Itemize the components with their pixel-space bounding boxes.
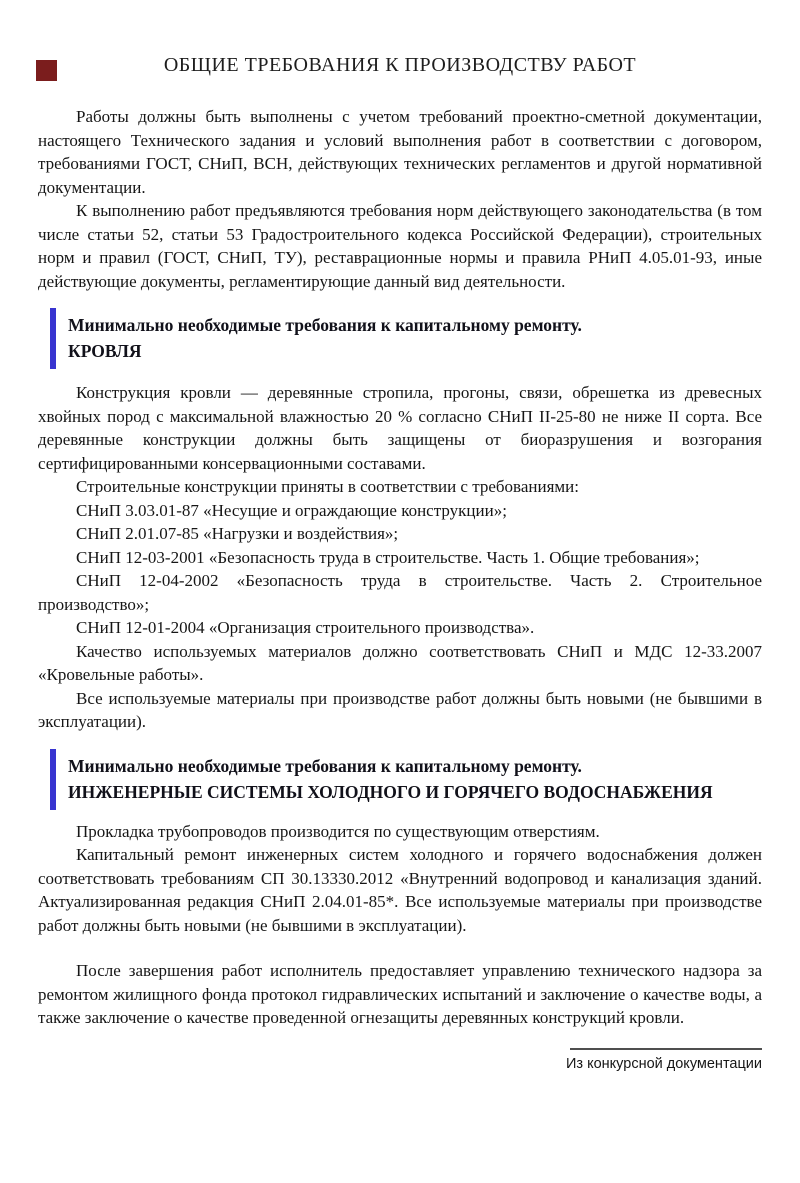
list-item-snip: СНиП 2.01.07-85 «Нагрузки и воздействия»; [76,524,399,543]
section-water-supply [38,749,762,938]
closing-paragraph: После завершения работ исполнитель предоставляет управлению технического надзора за ремонтом жилищного фонда протокол гидравлических испытаний и заключение о качестве воды, а также заключение о качестве проведенной огнезащиты деревянных конструкций кровли. [38,961,762,1027]
intro-paragraph-2: К выполнению работ предъявляются требования норм действующего законодательства (в том числе статьи 52, статьи 53 Градостроительного кодекса Российской Федерации), строительных норм и правил (ГОСТ, СНиП, ТУ), реставрационные нормы и правила РНиП 4.05.01-93, иные действующие документы, регламентирующие данный вид деятельности. [38,201,762,291]
section-heading-line-1: Минимально необходимые требования к капитальному ремонту. [68,315,582,335]
paragraph: Прокладка трубопроводов производится по существующим отверстиям. [76,821,600,841]
list-item-snip: СНиП 3.03.01-87 «Несущие и ограждающие конструкции»; [76,500,507,520]
list-item-snip: СНиП 12-04-2002 «Безопасность труда в строительстве. Часть 2. Строительное производство»; [38,571,762,614]
section-heading-line-1: Минимально необходимые требования к капитальному ремонту. [68,755,582,776]
section-roofing-heading [38,308,762,369]
section-water-heading [38,749,762,810]
footer-rule [570,1048,762,1050]
section-roofing [38,308,762,734]
paragraph: Все используемые материалы при производстве работ должны быть новыми (не бывшими в эксплуатации). [38,688,762,731]
paragraph: Качество используемых материалов должно соответствовать СНиП и МДС 12-33.2007 «Кровельные работы». [38,641,762,684]
paragraph: Конструкция кровли — деревянные стропила, прогоны, связи, обрешетка из древесных хвойных пород с максимальной влажностью 20 % согласно СНиП II-25-80 не ниже II сорта. Все деревянные конструкции должны быть защищены от биоразрушения и возгорания сертифицированными консервационными составами. [38,383,762,473]
section-heading-line-2: КРОВЛЯ [68,341,142,361]
heading-accent-bar [50,308,56,369]
section-heading-line-2: ИНЖЕНЕРНЫЕ СИСТЕМЫ ХОЛОДНОГО И ГОРЯЧЕГО ВОДОСНАБЖЕНИЯ [68,781,713,802]
document-page [0,52,800,1183]
paragraph: Капитальный ремонт инженерных систем холодного и горячего водоснабжения должен соответствовать требованиям СП 30.13330.2012 «Внутренний водопровод и канализация зданий. Актуализированная редакция СНиП 2.04.01-85*. Все используемые материалы при производстве работ должны быть новыми (не бывшими в эксплуатации). [38,845,762,935]
footer-source-label: Из конкурсной документации [566,1055,762,1072]
paragraph: Строительные конструкции приняты в соответствии с требованиями: [76,477,579,496]
intro-paragraph-1: Работы должны быть выполнены с учетом требований проектно-сметной документации, настоящего Технического задания и условий выполнения работ в соответствии с договором, требованиями ГОСТ, СНиП, ВСН, действующих технических регламентов и другой нормативной документации. [38,107,762,197]
list-item-snip: СНиП 12-03-2001 «Безопасность труда в строительстве. Часть 1. Общие требования»; [76,547,700,567]
page-footer [38,1048,762,1073]
heading-accent-bar [50,749,56,810]
document-body [0,52,800,1073]
red-square-marker [36,60,57,81]
list-item-snip: СНиП 12-01-2004 «Организация строительного производства». [76,618,535,637]
page-title: ОБЩИЕ ТРЕБОВАНИЯ К ПРОИЗВОДСТВУ РАБОТ [163,54,637,76]
